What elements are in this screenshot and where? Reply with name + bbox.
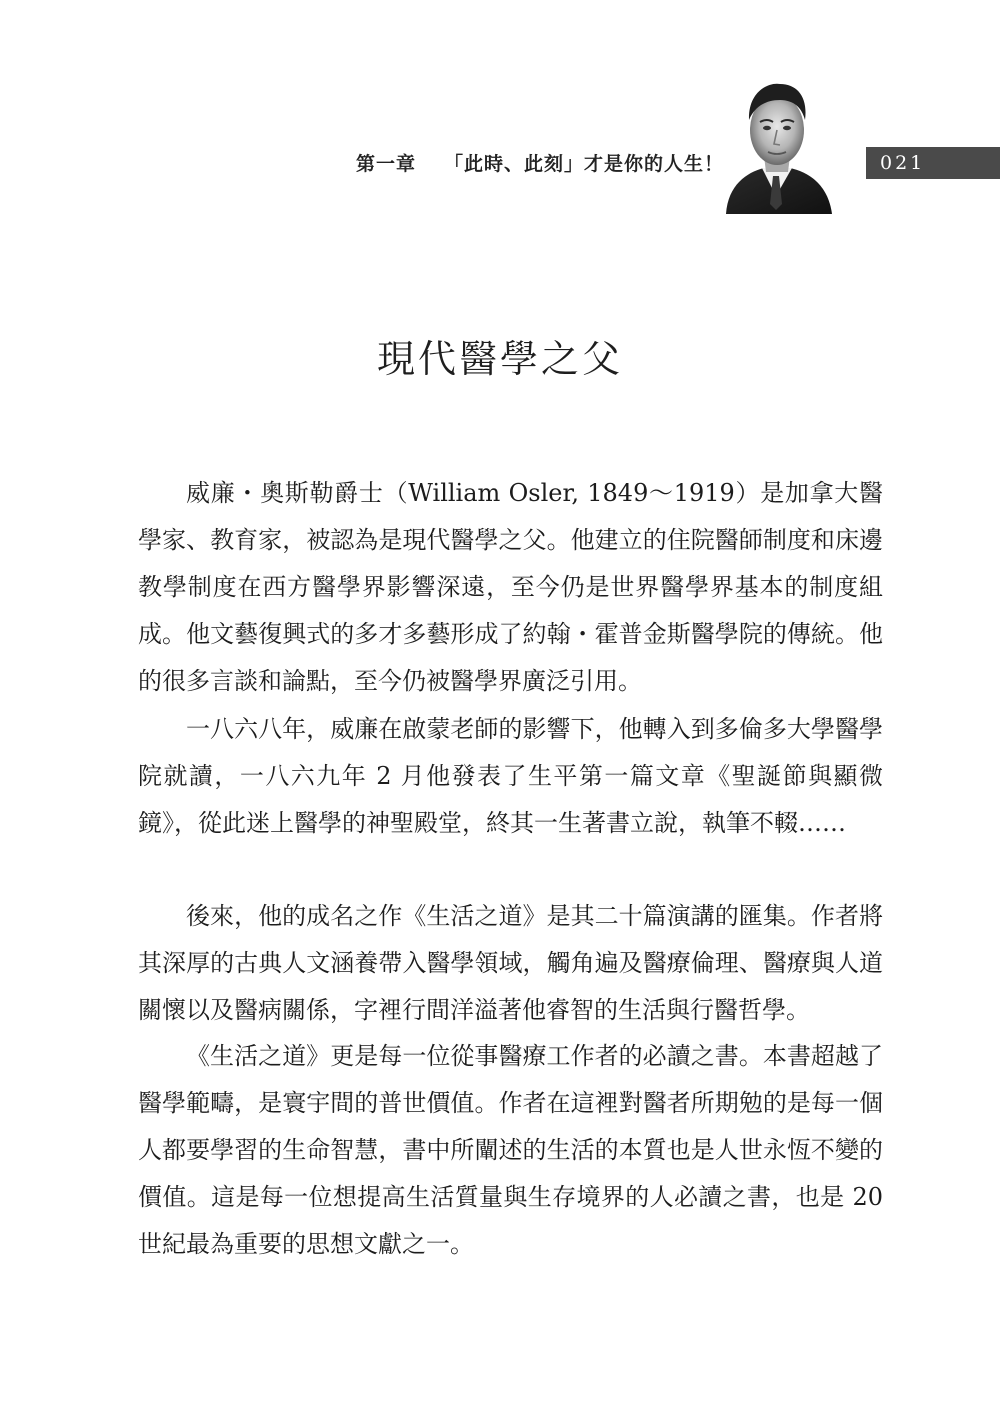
page-number: 021 xyxy=(866,147,1000,179)
paragraph: 《生活之道》更是每一位從事醫療工作者的必讀之書。本書超越了醫學範疇，是寰宇間的普世價值。作者在這裡對醫者所期勉的是每一個人都要學習的生命智慧，書中所闡述的生活的本質也是人世永恆不變的價值。這是每一位想提高生活質量與生存境界的人必讀之書，也是 20 世紀最為重要的思想文獻之一。 xyxy=(138,1042,883,1258)
paragraph: 後來，他的成名之作《生活之道》是其二十篇演講的匯集。作者將其深厚的古典人文涵養帶入醫學領域，觸角遍及醫療倫理、醫療與人道關懷以及醫病關係，字裡行間洋溢著他睿智的生活與行醫哲學。 xyxy=(138,902,883,1024)
author-portrait xyxy=(718,72,836,214)
section-title: 現代醫學之父 xyxy=(376,337,623,381)
chapter-title: 「此時、此刻」才是你的人生！ xyxy=(444,153,725,175)
paragraph: 一八六八年，威廉在啟蒙老師的影響下，他轉入到多倫多大學醫學院就讀，一八六九年 2 月他發表了生平第一篇文章《聖誕節與顯微鏡》，從此迷上醫學的神聖殿堂，終其一生著書立說，執筆不輟…… xyxy=(138,715,883,837)
running-header xyxy=(356,149,724,176)
chapter-number: 第一章 xyxy=(356,153,417,175)
paragraph: 威廉・奧斯勒爵士（William Osler, 1849～1919）是加拿大醫學家、教育家，被認為是現代醫學之父。他建立的住院醫師制度和床邊教學制度在西方醫學界影響深遠，至今仍是世界醫學界基本的制度組成。他文藝復興式的多才多藝形成了約翰・霍普金斯醫學院的傳統。他的很多言談和論點，至今仍被醫學界廣泛引用。 xyxy=(138,479,883,695)
